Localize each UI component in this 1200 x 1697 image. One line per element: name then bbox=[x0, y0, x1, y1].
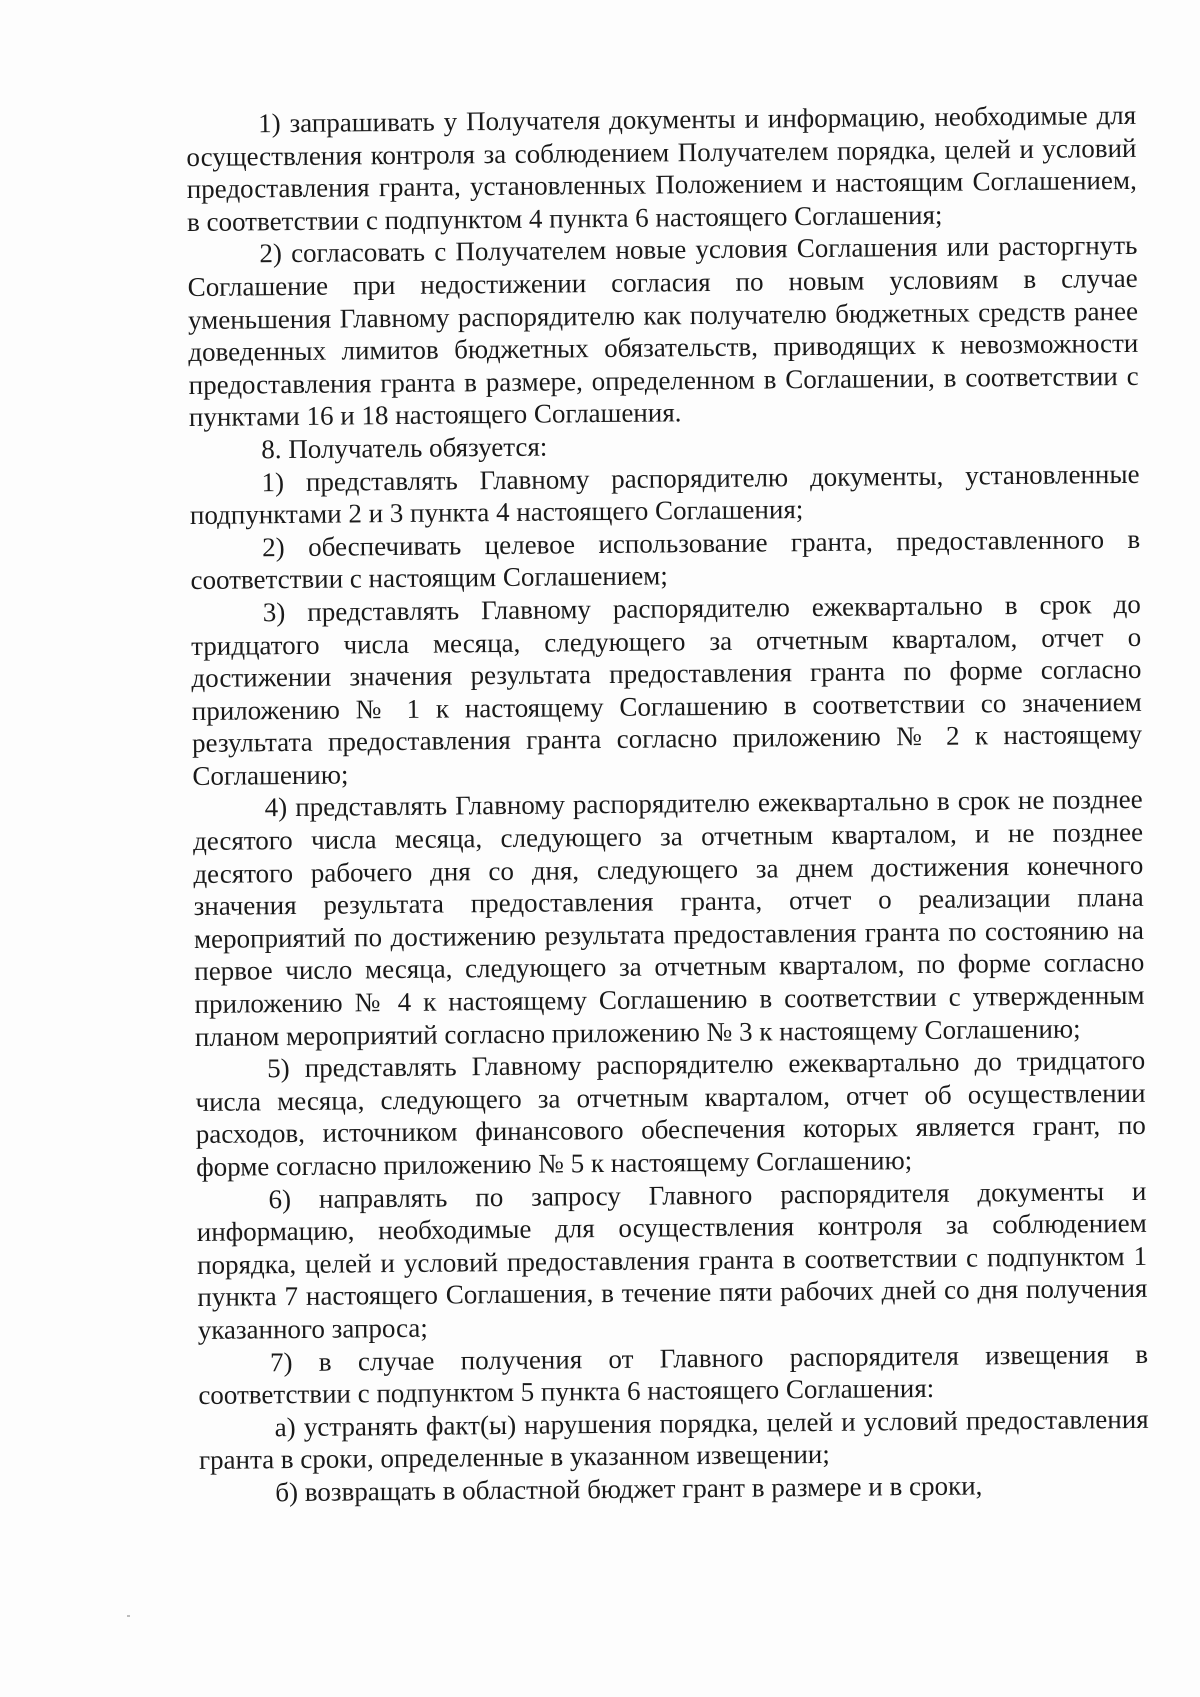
paragraph-8-7: 7) в случае получения от Главного распорядителя извещения в соответствии с подпунктом 5 пункта 6 настоящего Соглашения: bbox=[198, 1338, 1149, 1411]
paragraph-8-1: 1) представлять Главному распорядителю документы, установленные подпунктами 2 и 3 пункта 4 настоящего Соглашения; bbox=[189, 458, 1140, 531]
scan-speck bbox=[127, 1615, 130, 1617]
subparagraph-a: а) устранять факт(ы) нарушения порядка, целей и условий предоставления гранта в сроки, определенные в указанном извещении; bbox=[198, 1403, 1149, 1476]
paragraph-8-5: 5) представлять Главному распорядителю ежеквартально до тридцатого числа месяца, следующего за отчетным кварталом, отчет об осуществлении расходов, источником финансового обеспечения которых является грант, по форме согласно приложению № 5 к настоящему Соглашению; bbox=[195, 1045, 1146, 1182]
section-8-heading: 8. Получатель обязуется: bbox=[261, 431, 548, 465]
paragraph-7-2: 2) согласовать с Получателем новые условия Соглашения или расторгнуть Соглашение при недостижении согласия по новым условиям в случае уменьшения Главному распорядителю как получателю бюджетных средств ранее доведенных лимитов бюджетных обязательств, приводящих к невозможности предоставления гранта в размере, определенном в Соглашении, в соответствии с пунктами 16 и 18 настоящего Соглашения. bbox=[187, 230, 1139, 433]
paragraph-8-4: 4) представлять Главному распорядителю ежеквартально в срок не позднее десятого числа месяца, следующего за отчетным кварталом, и не позднее десятого рабочего дня со дня, следующего за днем достижения конечного значения результата предоставления гранта, отчет о реализации плана мероприятий по достижению результата предоставления гранта по состоянию на первое число месяца, следующего за отчетным кварталом, по форме согласно приложению № 4 к настоящему Соглашению в соответствии с утвержденным планом мероприятий согласно приложению № 3 к настоящему Соглашению; bbox=[192, 784, 1145, 1052]
paragraph-8-3: 3) представлять Главному распорядителю ежеквартально в срок до тридцатого числа месяца, следующего за отчетным кварталом, отчет о достижении значения результата предоставления гранта по форме согласно приложению № 1 к настоящему Соглашению в соответствии со значением результата предоставления гранта согласно приложению № 2 к настоящему Соглашению; bbox=[191, 588, 1143, 791]
paragraph-8-6: 6) направлять по запросу Главного распорядителя документы и информацию, необходимые для осуществления контроля за соблюдением порядка, целей и условий предоставления гранта в соответствии с подпунктом 1 пункта 7 настоящего Соглашения, в течение пяти рабочих дней со дня получения указанного запроса; bbox=[196, 1175, 1148, 1345]
paragraph-7-1: 1) запрашивать у Получателя документы и информацию, необходимые для осуществления контроля за соблюдением Получателем порядка, целей и условий предоставления гранта, установленных Положением и настоящим Соглашением, в соответствии с подпунктом 4 пункта 6 настоящего Соглашения; bbox=[186, 99, 1137, 237]
paragraph-8-2: 2) обеспечивать целевое использование гранта, предоставленного в соответствии с настоящим Соглашением; bbox=[190, 523, 1141, 596]
document-body bbox=[186, 99, 1149, 1510]
subparagraph-b: б) возвращать в областной бюджет грант в размере и в сроки, bbox=[275, 1470, 983, 1508]
